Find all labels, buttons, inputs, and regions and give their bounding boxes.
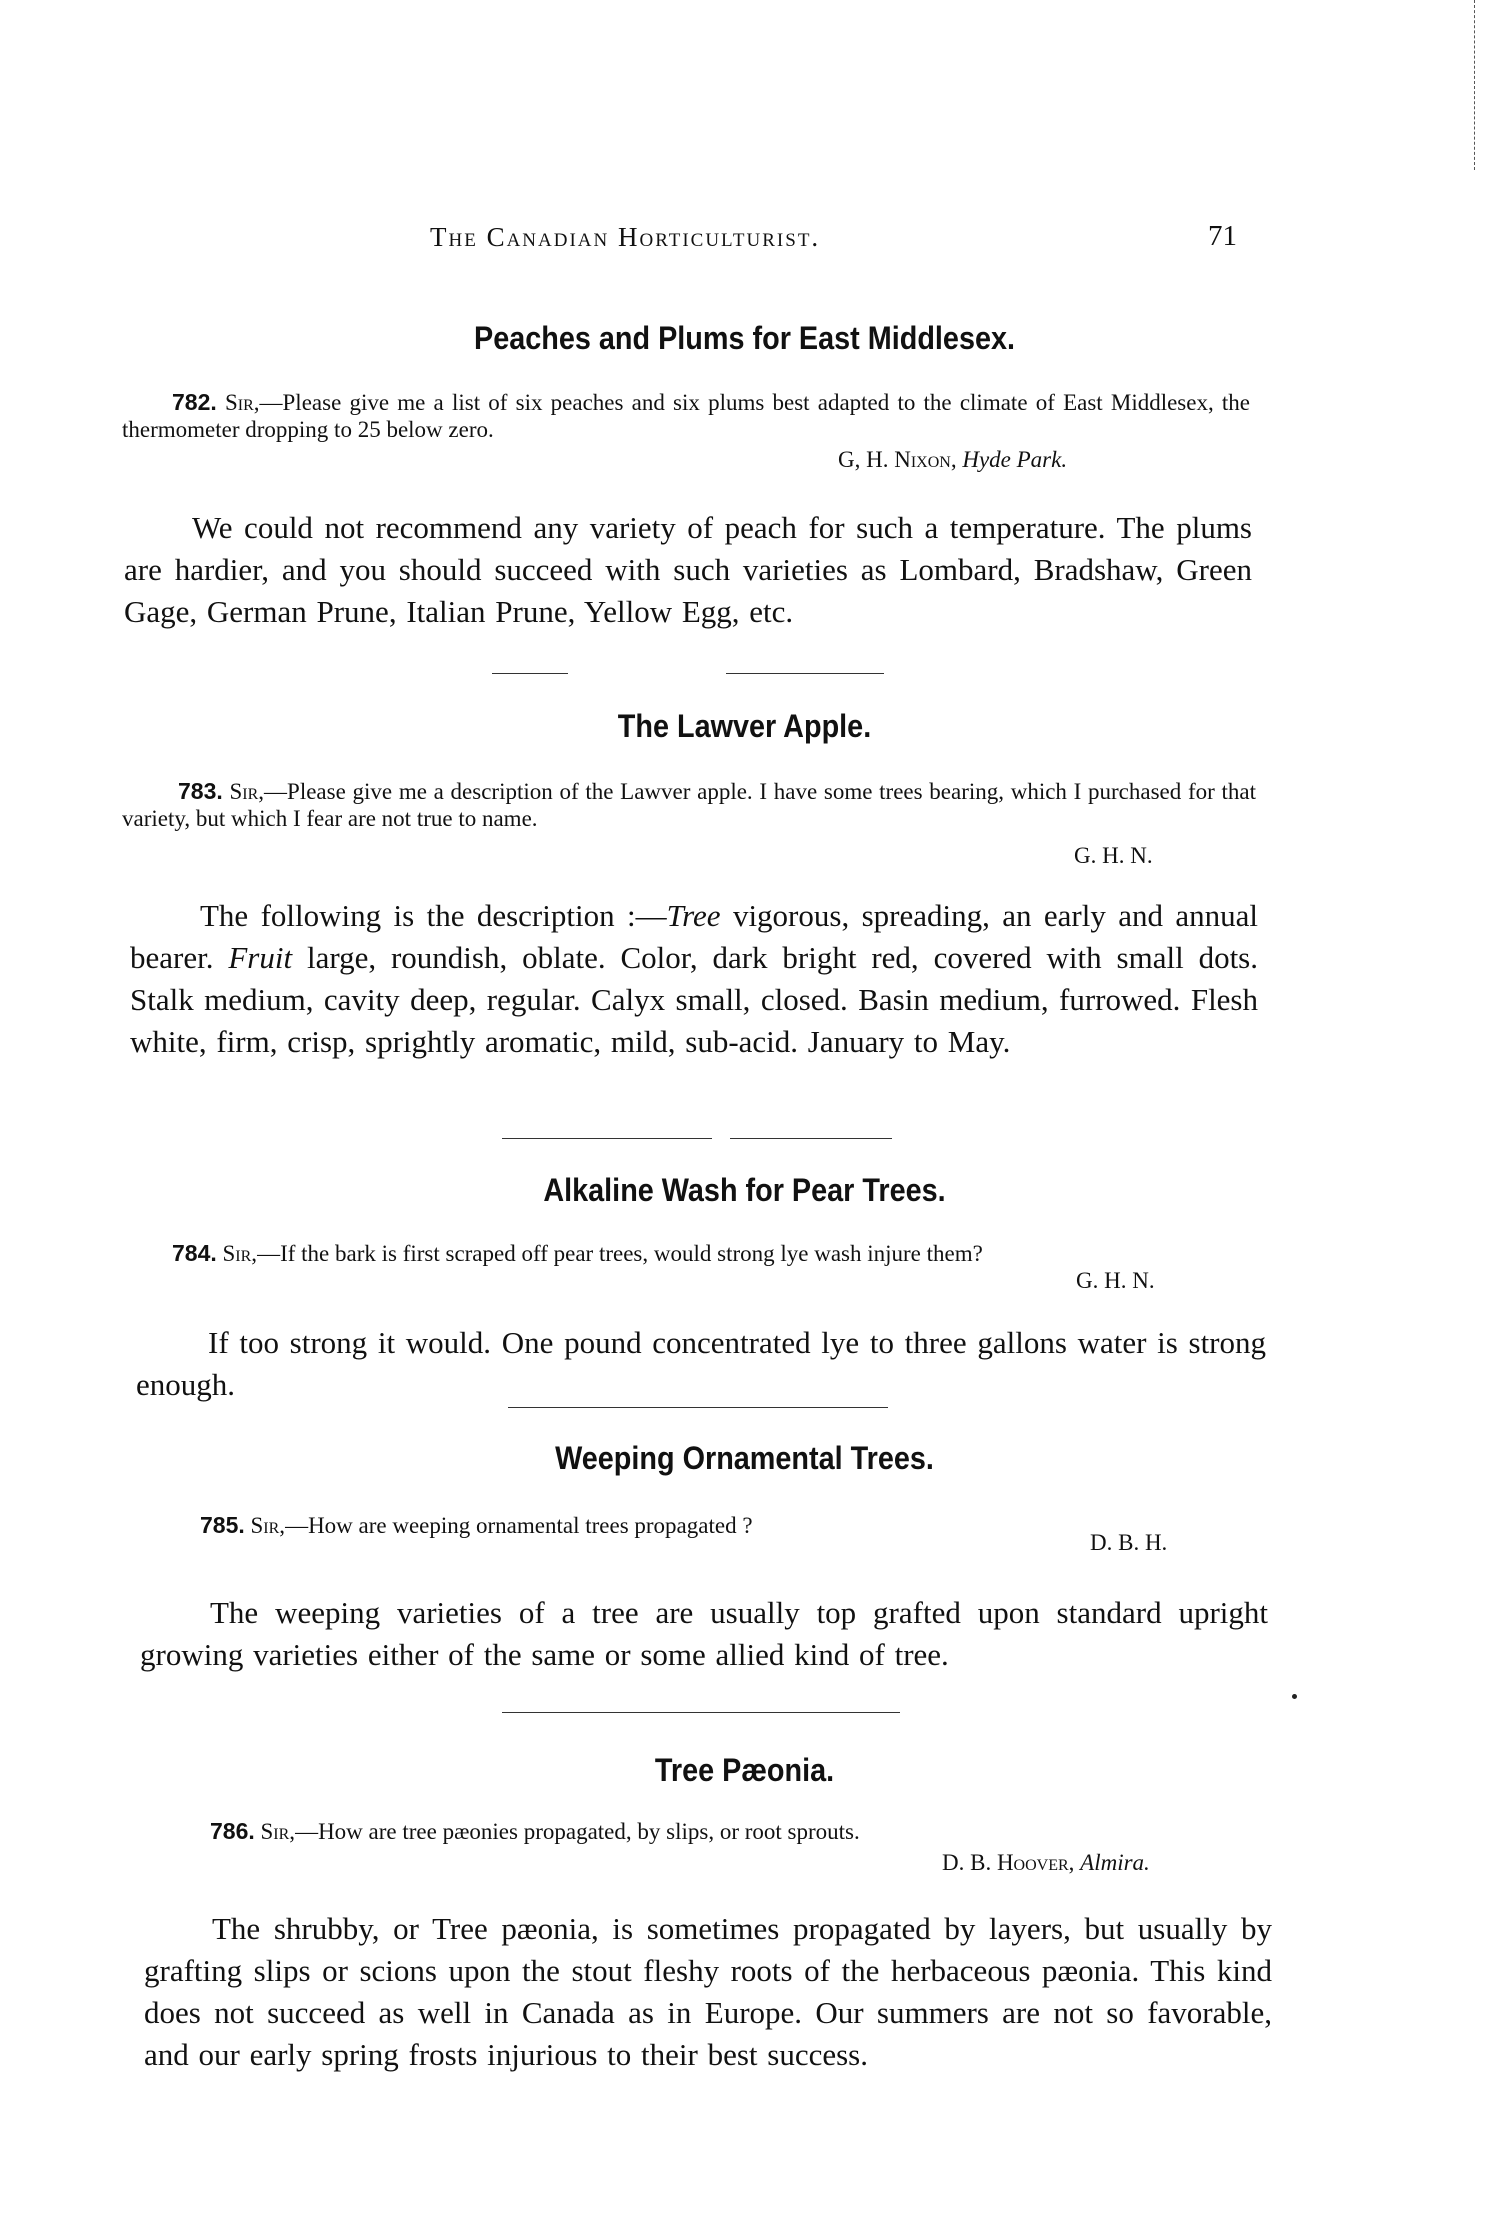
query-number: 784. <box>172 1240 217 1266</box>
answer-text: vigorous, spreading, an early and annual bearer. <box>130 898 1259 975</box>
query-785 <box>140 1512 1040 1539</box>
signature-name: G. H. N. <box>1074 843 1153 868</box>
query-number: 785. <box>200 1512 245 1538</box>
section-divider <box>508 1407 888 1408</box>
signature-784 <box>1076 1268 1155 1294</box>
signature-name: D. B. H. <box>1090 1530 1168 1555</box>
query-salutation: Sir, <box>260 1819 296 1844</box>
answer-786: The shrubby, or Tree pæonia, is sometimes propagated by layers, but usually by grafting slips or scions upon the stout fleshy roots of the herbaceous pæonia. This kind does not succeed as well in Canada as in Europe. Our summers are not so favorable, and our early spring frosts injurious to their best success. <box>144 1911 1272 2072</box>
query-text: —How are tree pæonies propagated, by slips, or root sprouts. <box>295 1819 860 1844</box>
query-salutation: Sir, <box>229 779 265 804</box>
query-text: —Please give me a description of the Lawver apple. I have some trees bearing, which I purchased for that variety, but which I fear are not true to name. <box>122 779 1256 831</box>
signature-783 <box>1074 843 1153 869</box>
query-salutation: Sir, <box>250 1513 286 1538</box>
section-divider <box>502 1138 712 1139</box>
answer-784: If too strong it would. One pound concentrated lye to three gallons water is strong enough. <box>136 1325 1266 1402</box>
section-divider <box>492 673 568 674</box>
section-heading-785: Weeping Ornamental Trees. <box>555 1440 934 1476</box>
answer-783 <box>130 895 1258 1063</box>
query-number: 783. <box>178 778 223 804</box>
section-heading-782: Peaches and Plums for East Middlesex. <box>473 320 1015 356</box>
section-divider <box>726 673 884 674</box>
page-number: 71 <box>1208 220 1237 252</box>
running-title: The Canadian Horticulturist. <box>430 222 821 252</box>
signature-name: D. B. Hoover, <box>942 1850 1075 1875</box>
answer-fruit-label: Fruit <box>228 940 293 975</box>
query-number: 786. <box>210 1818 255 1844</box>
section-heading-783: The Lawver Apple. <box>617 708 872 744</box>
stray-mark <box>1292 1694 1297 1699</box>
answer-tree-label: Tree <box>666 898 721 933</box>
query-text: —Please give me a list of six peaches and six plums best adapted to the climate of East Middlesex, the thermometer dropping to 25 below zero. <box>122 390 1251 442</box>
signature-785 <box>1090 1530 1167 1556</box>
section-divider <box>502 1712 900 1713</box>
signature-name: G. H. N. <box>1076 1268 1155 1293</box>
query-salutation: Sir, <box>224 390 260 415</box>
answer-lead: The following is the description :— <box>200 898 667 933</box>
signature-786 <box>942 1850 1150 1876</box>
query-783 <box>122 778 1256 832</box>
query-782 <box>122 389 1250 443</box>
scan-margin-mark <box>1474 0 1475 170</box>
signature-place: Almira. <box>1080 1850 1150 1875</box>
answer-782: We could not recommend any variety of peach for such a temperature. The plums are hardier, and you should succeed with such varieties as Lombard, Bradshaw, Green Gage, German Prune, Italian Prune, Yellow Egg, etc. <box>124 510 1252 629</box>
answer-text: large, roundish, oblate. Color, dark bright red, covered with small dots. Stalk medium, cavity deep, regular. Calyx small, closed. Basin medium, furrowed. Flesh white, firm, crisp, sprightly aromatic, mild, sub-acid. January to May. <box>130 940 1258 1059</box>
signature-782 <box>838 447 1067 473</box>
query-salutation: Sir, <box>222 1241 258 1266</box>
query-786 <box>150 1818 1250 1845</box>
signature-place: Hyde Park. <box>962 447 1068 472</box>
section-divider <box>730 1138 892 1139</box>
query-text: —If the bark is first scraped off pear trees, would strong lye wash injure them? <box>257 1241 983 1266</box>
section-heading-786: Tree Pæonia. <box>654 1752 835 1788</box>
signature-name: G, H. Nixon, <box>838 447 957 472</box>
query-number: 782. <box>172 389 217 415</box>
section-heading-784: Alkaline Wash for Pear Trees. <box>543 1172 946 1208</box>
query-text: —How are weeping ornamental trees propagated ? <box>285 1513 753 1538</box>
query-784 <box>134 1240 1266 1267</box>
answer-785: The weeping varieties of a tree are usually top grafted upon standard upright growing varieties either of the same or some allied kind of tree. <box>140 1595 1268 1672</box>
